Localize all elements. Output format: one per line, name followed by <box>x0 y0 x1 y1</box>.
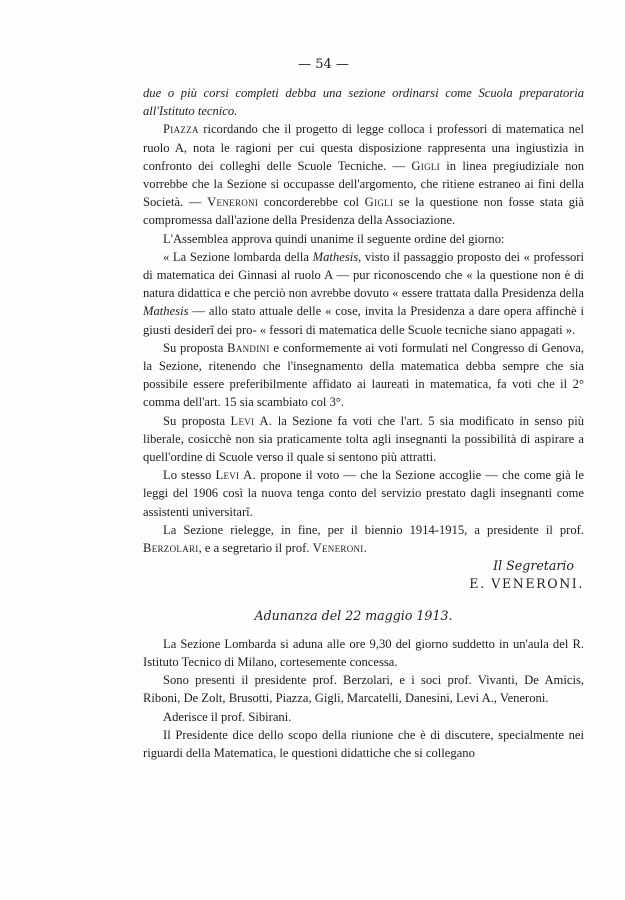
text-gigli: in linea pregiudiziale non vorrebbe che la Sezione si occupasse dell'argomento, che ritiene estraneo ai fini della Società. — <box>143 158 584 210</box>
ordine-del-giorno-quote <box>143 248 584 339</box>
levi1-text: la Sezione fa voti che l'art. 5 sia modificato in senso più liberale, cosicchè non sia praticamente tolta agli insegnanti la possibilità di aspirare a quell'ordine di Scuole verso il quale si sentono più attratti. <box>143 413 585 465</box>
levi2-text: propone il voto — che la Sezione accoglie — che come già le leggi del 1906 così la nuova tenga conto del servizio prestato dagli insegnanti come assistenti universitarî. <box>143 468 584 519</box>
name-levi-2: Levi A. <box>215 468 256 483</box>
paragraph-levi-2 <box>143 466 584 521</box>
paragraph-assemblea: L'Assemblea approva quindi unanime il seguente ordine del giorno: <box>163 231 505 246</box>
name-veneroni: Veneroni <box>207 195 259 210</box>
paragraph-presidente: Il Presidente dice dello scopo della riunione che è di discutere, specialmente nei riguardi della Matematica, le questioni didattiche che si collegano <box>143 727 584 760</box>
paragraph-presenti: Sono presenti il presidente prof. Berzolari, e i soci prof. Vivanti, De Amicis, Riboni, De Zolt, Brusotti, Piazza, Gigli, Marcatelli, Danesini, Levi A., Veneroni. <box>143 673 584 706</box>
quote-mathesis-2: Mathesis <box>143 304 189 319</box>
name-gigli-2: Gigli <box>364 195 394 210</box>
name-levi-1: Levi A. <box>230 413 273 428</box>
levi2-pre: Lo stesso <box>163 468 216 483</box>
paragraph-levi-1 <box>143 412 584 467</box>
text-piazza: ricordando che il progetto di legge colloca i professori di matematica nel ruolo A, nota le ragioni per cui questa disposizione rappresenta una ingiustizia in confronto dei colleghi delle Scuole Tecniche. — <box>143 122 584 173</box>
quote-part-2: , visto il passaggio proposto dei « professori di matematica dei Ginnasi al ruolo A — pur riconoscendo che « la questione non è di natura didattica e che perciò non avrebbe dovuto « essere trattata dalla Presidenza della <box>143 249 584 301</box>
text-body-2 <box>143 635 584 762</box>
name-bandini: Bandini <box>227 340 270 355</box>
paragraph-rielegge <box>143 521 584 557</box>
rielegge-mid: , e a segretario il prof. <box>198 541 313 556</box>
text-veneroni: concorderebbe col <box>258 195 365 210</box>
bandini-text: e conformemente ai voti formulati nel Congresso di Genova, la Sezione, ritenendo che l'insegnamento della matematica debba sempre che sia possibile essere preferibilmente affidato ai laureati in matematica, fa voti che il 2° comma dell'art. 15 sia scambiato col 3°. <box>143 340 584 410</box>
name-berzolari: Berzolari <box>143 541 199 556</box>
paragraph-bandini <box>143 339 584 412</box>
signature-name: E. VENERONI. <box>469 576 584 592</box>
paragraph-aderisce: Aderisce il prof. Sibirani. <box>163 709 292 724</box>
rielegge-pre: La Sezione rielegge, in fine, per il biennio 1914-1915, a presidente il prof. <box>163 522 584 537</box>
name-gigli: Gigli <box>411 158 440 173</box>
signature-block <box>143 557 584 593</box>
quote-part-1: « La Sezione lombarda della <box>163 249 313 264</box>
paragraph-piazza <box>143 120 584 229</box>
text-body <box>143 84 584 557</box>
levi1-pre: Su proposta <box>163 413 231 428</box>
paragraph-aduna: La Sezione Lombarda si aduna alle ore 9,30 del giorno suddetto in un'aula del R. Istituto Tecnico di Milano, cortesemente concessa. <box>143 636 584 669</box>
text-end: se la questione non fosse stata già compromessa dall'azione della Presidenza della Associazione. <box>143 195 585 228</box>
quote-mathesis-1: Mathesis <box>312 249 359 264</box>
signature-role: Il Segretario <box>493 558 574 574</box>
quote-part-3: — allo stato attuale delle « cose, invita la Presidenza a dare opera affinchè i giusti desiderî dei pro- « fessori di matematica delle Scuole tecniche siano appagati ». <box>143 304 584 337</box>
page-number: — 54 — <box>298 57 349 72</box>
rielegge-end: . <box>363 541 367 556</box>
name-piazza: Piazza <box>163 122 199 137</box>
section-heading: Adunanza del 22 maggio 1913. <box>254 607 453 623</box>
bandini-pre: Su proposta <box>163 340 228 355</box>
intro-paragraph: due o più corsi completi debba una sezione ordinarsi come Scuola preparatoria all'Istituto tecnico. <box>143 86 584 119</box>
name-veneroni-2: Veneroni <box>312 541 364 556</box>
